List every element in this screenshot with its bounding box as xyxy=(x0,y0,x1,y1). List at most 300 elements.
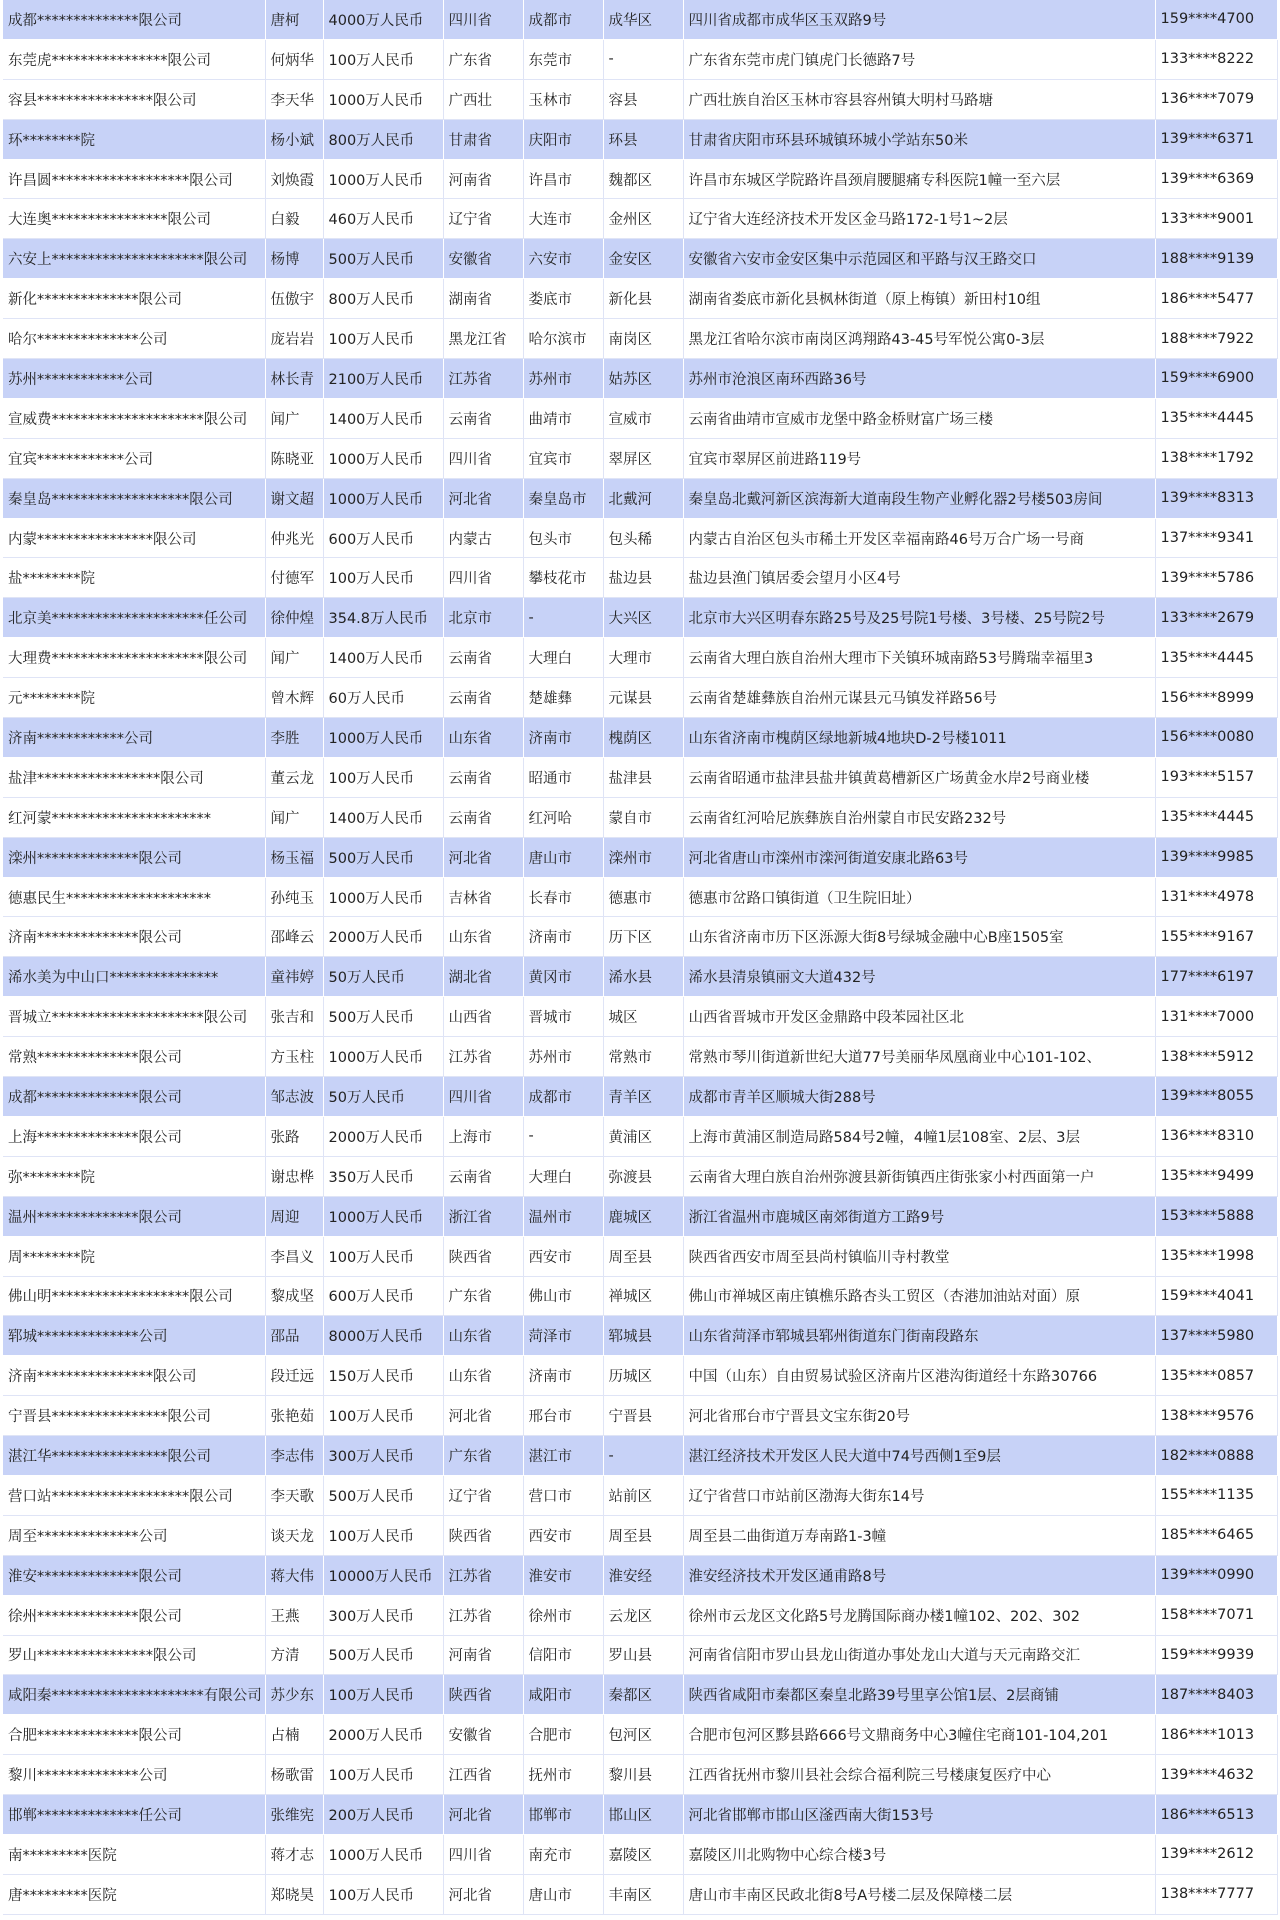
city-cell: 济南市 xyxy=(523,1356,603,1396)
province-cell: 浙江省 xyxy=(443,1196,523,1236)
district-cell: 德惠市 xyxy=(603,877,683,917)
city-cell: 唐山市 xyxy=(523,1874,603,1914)
table-row xyxy=(3,1515,1277,1555)
address-cell: 甘肃省庆阳市环县环城镇环城小学站东50米 xyxy=(683,119,1155,159)
table-row xyxy=(3,1236,1277,1276)
company-name-cell: 常熟**************限公司 xyxy=(3,1037,265,1077)
city-cell: 西安市 xyxy=(523,1236,603,1276)
phone-cell: 139****6369 xyxy=(1155,159,1277,199)
legal-rep-cell: 杨玉福 xyxy=(265,837,323,877)
legal-rep-cell: 苏少东 xyxy=(265,1675,323,1715)
district-cell: - xyxy=(603,1436,683,1476)
phone-cell: 139****6371 xyxy=(1155,119,1277,159)
address-cell: 云南省大理白族自治州弥渡县新街镇西庄街张家小村西面第一户 xyxy=(683,1156,1155,1196)
company-name-cell: 周********院 xyxy=(3,1236,265,1276)
legal-rep-cell: 孙纯玉 xyxy=(265,877,323,917)
address-cell: 河北省唐山市滦州市滦河街道安康北路63号 xyxy=(683,837,1155,877)
table-row xyxy=(3,0,1277,39)
district-cell: 周至县 xyxy=(603,1236,683,1276)
legal-rep-cell: 闻广 xyxy=(265,638,323,678)
city-cell: 徐州市 xyxy=(523,1595,603,1635)
province-cell: 江西省 xyxy=(443,1755,523,1795)
table-row xyxy=(3,598,1277,638)
company-name-cell: 上海**************限公司 xyxy=(3,1116,265,1156)
legal-rep-cell: 付德军 xyxy=(265,558,323,598)
province-cell: 辽宁省 xyxy=(443,199,523,239)
registered-capital-cell: 1000万人民币 xyxy=(323,79,443,119)
address-cell: 盐边县渔门镇居委会望月小区4号 xyxy=(683,558,1155,598)
legal-rep-cell: 陈晓亚 xyxy=(265,438,323,478)
province-cell: 安徽省 xyxy=(443,1715,523,1755)
company-name-cell: 北京美*********************任公司 xyxy=(3,598,265,638)
city-cell: 淮安市 xyxy=(523,1555,603,1595)
address-cell: 山东省济南市历下区泺源大街8号绿城金融中心B座1505室 xyxy=(683,917,1155,957)
table-row xyxy=(3,757,1277,797)
company-name-cell: 环********院 xyxy=(3,119,265,159)
district-cell: 北戴河 xyxy=(603,478,683,518)
legal-rep-cell: 邵峰云 xyxy=(265,917,323,957)
phone-cell: 137****9341 xyxy=(1155,518,1277,558)
registered-capital-cell: 100万人民币 xyxy=(323,319,443,359)
city-cell: 东莞市 xyxy=(523,39,603,79)
address-cell: 佛山市禅城区南庄镇樵乐路杏头工贸区（杏港加油站对面）原 xyxy=(683,1276,1155,1316)
table-row xyxy=(3,1396,1277,1436)
table-row xyxy=(3,319,1277,359)
company-name-cell: 盐津*****************限公司 xyxy=(3,757,265,797)
legal-rep-cell: 刘焕霞 xyxy=(265,159,323,199)
district-cell: 成华区 xyxy=(603,0,683,39)
address-cell: 辽宁省营口市站前区渤海大街东14号 xyxy=(683,1475,1155,1515)
phone-cell: 135****4445 xyxy=(1155,398,1277,438)
phone-cell: 156****8999 xyxy=(1155,678,1277,718)
company-name-cell: 罗山****************限公司 xyxy=(3,1635,265,1675)
province-cell: 陕西省 xyxy=(443,1675,523,1715)
table-row xyxy=(3,1436,1277,1476)
table-row xyxy=(3,877,1277,917)
address-cell: 湖南省娄底市新化县枫林街道（原上梅镇）新田村10组 xyxy=(683,279,1155,319)
phone-cell: 136****7079 xyxy=(1155,79,1277,119)
phone-cell: 159****4700 xyxy=(1155,0,1277,39)
registered-capital-cell: 100万人民币 xyxy=(323,1396,443,1436)
address-cell: 徐州市云龙区文化路5号龙腾国际商办楼1幢102、202、302 xyxy=(683,1595,1155,1635)
district-cell: 盐边县 xyxy=(603,558,683,598)
registered-capital-cell: 1000万人民币 xyxy=(323,478,443,518)
district-cell: 禅城区 xyxy=(603,1276,683,1316)
phone-cell: 131****7000 xyxy=(1155,997,1277,1037)
district-cell: 淮安经 xyxy=(603,1555,683,1595)
legal-rep-cell: 邹志波 xyxy=(265,1077,323,1117)
company-name-cell: 唐*********医院 xyxy=(3,1874,265,1914)
phone-cell: 188****9139 xyxy=(1155,239,1277,279)
province-cell: 江苏省 xyxy=(443,1037,523,1077)
address-cell: 云南省昭通市盐津县盐井镇黄葛槽新区广场黄金水岸2号商业楼 xyxy=(683,757,1155,797)
city-cell: 大理白 xyxy=(523,638,603,678)
registered-capital-cell: 8000万人民币 xyxy=(323,1316,443,1356)
registered-capital-cell: 2000万人民币 xyxy=(323,917,443,957)
legal-rep-cell: 谈天龙 xyxy=(265,1515,323,1555)
district-cell: 黄浦区 xyxy=(603,1116,683,1156)
phone-cell: 159****9939 xyxy=(1155,1635,1277,1675)
legal-rep-cell: 童祎婷 xyxy=(265,957,323,997)
province-cell: 山东省 xyxy=(443,1316,523,1356)
address-cell: 云南省红河哈尼族彝族自治州蒙自市民安路232号 xyxy=(683,797,1155,837)
district-cell: 青羊区 xyxy=(603,1077,683,1117)
registered-capital-cell: 354.8万人民币 xyxy=(323,598,443,638)
phone-cell: 135****0857 xyxy=(1155,1356,1277,1396)
city-cell: 黄冈市 xyxy=(523,957,603,997)
city-cell: 南充市 xyxy=(523,1834,603,1874)
address-cell: 淮安经济技术开发区通甫路8号 xyxy=(683,1555,1155,1595)
table-row xyxy=(3,1635,1277,1675)
company-name-cell: 合肥**************限公司 xyxy=(3,1715,265,1755)
legal-rep-cell: 曾木辉 xyxy=(265,678,323,718)
city-cell: 包头市 xyxy=(523,518,603,558)
phone-cell: 138****1792 xyxy=(1155,438,1277,478)
phone-cell: 153****5888 xyxy=(1155,1196,1277,1236)
registered-capital-cell: 300万人民币 xyxy=(323,1436,443,1476)
legal-rep-cell: 郑晓昊 xyxy=(265,1874,323,1914)
province-cell: 上海市 xyxy=(443,1116,523,1156)
district-cell: 周至县 xyxy=(603,1515,683,1555)
district-cell: 黎川县 xyxy=(603,1755,683,1795)
company-name-cell: 南*********医院 xyxy=(3,1834,265,1874)
registered-capital-cell: 100万人民币 xyxy=(323,757,443,797)
legal-rep-cell: 徐仲煌 xyxy=(265,598,323,638)
province-cell: 四川省 xyxy=(443,438,523,478)
district-cell: 容县 xyxy=(603,79,683,119)
province-cell: 广东省 xyxy=(443,1276,523,1316)
legal-rep-cell: 闻广 xyxy=(265,398,323,438)
legal-rep-cell: 仲兆光 xyxy=(265,518,323,558)
province-cell: 河北省 xyxy=(443,478,523,518)
legal-rep-cell: 李天华 xyxy=(265,79,323,119)
district-cell: 弥渡县 xyxy=(603,1156,683,1196)
phone-cell: 155****1135 xyxy=(1155,1475,1277,1515)
address-cell: 云南省楚雄彝族自治州元谋县元马镇发祥路56号 xyxy=(683,678,1155,718)
table-row xyxy=(3,1755,1277,1795)
legal-rep-cell: 邵品 xyxy=(265,1316,323,1356)
registered-capital-cell: 1000万人民币 xyxy=(323,159,443,199)
legal-rep-cell: 闻广 xyxy=(265,797,323,837)
address-cell: 山东省济南市槐荫区绿地新城4地块D-2号楼1011 xyxy=(683,718,1155,758)
company-name-cell: 许昌圆*******************限公司 xyxy=(3,159,265,199)
province-cell: 黑龙江省 xyxy=(443,319,523,359)
table-row xyxy=(3,917,1277,957)
city-cell: 大理白 xyxy=(523,1156,603,1196)
registered-capital-cell: 50万人民币 xyxy=(323,957,443,997)
table-row xyxy=(3,438,1277,478)
legal-rep-cell: 谢文超 xyxy=(265,478,323,518)
city-cell: 营口市 xyxy=(523,1475,603,1515)
province-cell: 北京市 xyxy=(443,598,523,638)
company-name-cell: 济南************公司 xyxy=(3,718,265,758)
phone-cell: 133****8222 xyxy=(1155,39,1277,79)
province-cell: 广西壮 xyxy=(443,79,523,119)
phone-cell: 135****4445 xyxy=(1155,638,1277,678)
table-row xyxy=(3,39,1277,79)
table-row xyxy=(3,1595,1277,1635)
address-cell: 山西省晋城市开发区金鼎路中段苯园社区北 xyxy=(683,997,1155,1037)
address-cell: 湛江经济技术开发区人民大道中74号西侧1至9层 xyxy=(683,1436,1155,1476)
district-cell: 丰南区 xyxy=(603,1874,683,1914)
table-row xyxy=(3,678,1277,718)
district-cell: 姑苏区 xyxy=(603,359,683,399)
company-name-cell: 内蒙****************限公司 xyxy=(3,518,265,558)
province-cell: 山东省 xyxy=(443,1356,523,1396)
company-name-cell: 元********院 xyxy=(3,678,265,718)
company-name-cell: 宜宾************公司 xyxy=(3,438,265,478)
address-cell: 北京市大兴区明春东路25号及25号院1号楼、3号楼、25号院2号 xyxy=(683,598,1155,638)
registered-capital-cell: 2100万人民币 xyxy=(323,359,443,399)
registered-capital-cell: 100万人民币 xyxy=(323,1236,443,1276)
province-cell: 河北省 xyxy=(443,1795,523,1835)
phone-cell: 177****6197 xyxy=(1155,957,1277,997)
company-name-cell: 咸阳秦*********************有限公司 xyxy=(3,1675,265,1715)
province-cell: 陕西省 xyxy=(443,1515,523,1555)
phone-cell: 156****0080 xyxy=(1155,718,1277,758)
table-row xyxy=(3,1077,1277,1117)
city-cell: 信阳市 xyxy=(523,1635,603,1675)
city-cell: 娄底市 xyxy=(523,279,603,319)
city-cell: 庆阳市 xyxy=(523,119,603,159)
province-cell: 江苏省 xyxy=(443,359,523,399)
city-cell: 成都市 xyxy=(523,1077,603,1117)
company-name-cell: 东莞虎****************限公司 xyxy=(3,39,265,79)
province-cell: 湖北省 xyxy=(443,957,523,997)
company-name-cell: 湛江华****************限公司 xyxy=(3,1436,265,1476)
legal-rep-cell: 谢忠桦 xyxy=(265,1156,323,1196)
address-cell: 宜宾市翠屏区前进路119号 xyxy=(683,438,1155,478)
legal-rep-cell: 伍傲宇 xyxy=(265,279,323,319)
table-row xyxy=(3,957,1277,997)
phone-cell: 159****4041 xyxy=(1155,1276,1277,1316)
phone-cell: 139****0990 xyxy=(1155,1555,1277,1595)
city-cell: 抚州市 xyxy=(523,1755,603,1795)
legal-rep-cell: 庞岩岩 xyxy=(265,319,323,359)
registered-capital-cell: 1400万人民币 xyxy=(323,398,443,438)
province-cell: 四川省 xyxy=(443,558,523,598)
address-cell: 内蒙古自治区包头市稀土开发区幸福南路46号万合广场一号商 xyxy=(683,518,1155,558)
legal-rep-cell: 唐柯 xyxy=(265,0,323,39)
legal-rep-cell: 方清 xyxy=(265,1635,323,1675)
registered-capital-cell: 100万人民币 xyxy=(323,558,443,598)
city-cell: 西安市 xyxy=(523,1515,603,1555)
province-cell: 山西省 xyxy=(443,997,523,1037)
city-cell: 许昌市 xyxy=(523,159,603,199)
city-cell: 佛山市 xyxy=(523,1276,603,1316)
table-row xyxy=(3,359,1277,399)
registered-capital-cell: 500万人民币 xyxy=(323,1475,443,1515)
table-body xyxy=(3,0,1277,1914)
address-cell: 周至县二曲街道万寿南路1-3幢 xyxy=(683,1515,1155,1555)
company-name-cell: 营口站*******************限公司 xyxy=(3,1475,265,1515)
company-name-cell: 徐州**************限公司 xyxy=(3,1595,265,1635)
city-cell: 宜宾市 xyxy=(523,438,603,478)
registered-capital-cell: 600万人民币 xyxy=(323,518,443,558)
registered-capital-cell: 100万人民币 xyxy=(323,1874,443,1914)
district-cell: 鹿城区 xyxy=(603,1196,683,1236)
registered-capital-cell: 460万人民币 xyxy=(323,199,443,239)
legal-rep-cell: 董云龙 xyxy=(265,757,323,797)
table-row xyxy=(3,1555,1277,1595)
address-cell: 云南省大理白族自治州大理市下关镇环城南路53号腾瑞幸福里3 xyxy=(683,638,1155,678)
phone-cell: 139****9985 xyxy=(1155,837,1277,877)
city-cell: 攀枝花市 xyxy=(523,558,603,598)
legal-rep-cell: 周迎 xyxy=(265,1196,323,1236)
company-name-cell: 成都**************限公司 xyxy=(3,0,265,39)
province-cell: 河北省 xyxy=(443,1396,523,1436)
district-cell: 蒙自市 xyxy=(603,797,683,837)
registered-capital-cell: 100万人民币 xyxy=(323,1755,443,1795)
province-cell: 山东省 xyxy=(443,718,523,758)
district-cell: 包河区 xyxy=(603,1715,683,1755)
phone-cell: 186****5477 xyxy=(1155,279,1277,319)
table-row xyxy=(3,797,1277,837)
legal-rep-cell: 林长青 xyxy=(265,359,323,399)
legal-rep-cell: 黎成坚 xyxy=(265,1276,323,1316)
province-cell: 四川省 xyxy=(443,0,523,39)
district-cell: 嘉陵区 xyxy=(603,1834,683,1874)
legal-rep-cell: 李天歌 xyxy=(265,1475,323,1515)
city-cell: 唐山市 xyxy=(523,837,603,877)
company-table xyxy=(3,0,1278,1915)
registered-capital-cell: 1000万人民币 xyxy=(323,1196,443,1236)
table-row xyxy=(3,1874,1277,1914)
phone-cell: 185****6465 xyxy=(1155,1515,1277,1555)
district-cell: 金安区 xyxy=(603,239,683,279)
registered-capital-cell: 1400万人民币 xyxy=(323,797,443,837)
province-cell: 广东省 xyxy=(443,39,523,79)
address-cell: 陕西省咸阳市秦都区秦皇北路39号里享公馆1层、2层商铺 xyxy=(683,1675,1155,1715)
district-cell: 槐荫区 xyxy=(603,718,683,758)
company-name-cell: 宁晋县****************限公司 xyxy=(3,1396,265,1436)
registered-capital-cell: 2000万人民币 xyxy=(323,1116,443,1156)
district-cell: 历城区 xyxy=(603,1356,683,1396)
district-cell: 魏都区 xyxy=(603,159,683,199)
city-cell: 大连市 xyxy=(523,199,603,239)
district-cell: 包头稀 xyxy=(603,518,683,558)
city-cell: 苏州市 xyxy=(523,1037,603,1077)
address-cell: 安徽省六安市金安区集中示范园区和平路与汉王路交口 xyxy=(683,239,1155,279)
city-cell: 晋城市 xyxy=(523,997,603,1037)
province-cell: 安徽省 xyxy=(443,239,523,279)
province-cell: 湖南省 xyxy=(443,279,523,319)
company-name-cell: 邯郸**************任公司 xyxy=(3,1795,265,1835)
table-row xyxy=(3,1276,1277,1316)
district-cell: 元谋县 xyxy=(603,678,683,718)
company-name-cell: 济南**************限公司 xyxy=(3,917,265,957)
district-cell: 宁晋县 xyxy=(603,1396,683,1436)
table-row xyxy=(3,159,1277,199)
city-cell: 菏泽市 xyxy=(523,1316,603,1356)
legal-rep-cell: 杨博 xyxy=(265,239,323,279)
table-row xyxy=(3,638,1277,678)
registered-capital-cell: 300万人民币 xyxy=(323,1595,443,1635)
registered-capital-cell: 1000万人民币 xyxy=(323,718,443,758)
phone-cell: 158****7071 xyxy=(1155,1595,1277,1635)
address-cell: 嘉陵区川北购物中心综合楼3号 xyxy=(683,1834,1155,1874)
city-cell: 长春市 xyxy=(523,877,603,917)
province-cell: 云南省 xyxy=(443,638,523,678)
company-name-cell: 容县****************限公司 xyxy=(3,79,265,119)
district-cell: 金州区 xyxy=(603,199,683,239)
district-cell: 秦都区 xyxy=(603,1675,683,1715)
province-cell: 内蒙古 xyxy=(443,518,523,558)
province-cell: 云南省 xyxy=(443,1156,523,1196)
table-row xyxy=(3,1675,1277,1715)
legal-rep-cell: 蒋大伟 xyxy=(265,1555,323,1595)
address-cell: 广西壮族自治区玉林市容县容州镇大明村马路塘 xyxy=(683,79,1155,119)
phone-cell: 139****8313 xyxy=(1155,478,1277,518)
district-cell: 历下区 xyxy=(603,917,683,957)
table-row xyxy=(3,398,1277,438)
province-cell: 吉林省 xyxy=(443,877,523,917)
registered-capital-cell: 1000万人民币 xyxy=(323,1834,443,1874)
district-cell: 翠屏区 xyxy=(603,438,683,478)
city-cell: 合肥市 xyxy=(523,1715,603,1755)
address-cell: 唐山市丰南区民政北街8号A号楼二层及保障楼二层 xyxy=(683,1874,1155,1914)
table-row xyxy=(3,239,1277,279)
company-name-cell: 六安上*********************限公司 xyxy=(3,239,265,279)
district-cell: 云龙区 xyxy=(603,1595,683,1635)
table-row xyxy=(3,558,1277,598)
table-row xyxy=(3,837,1277,877)
registered-capital-cell: 100万人民币 xyxy=(323,39,443,79)
address-cell: 江西省抚州市黎川县社会综合福利院三号楼康复医疗中心 xyxy=(683,1755,1155,1795)
table-row xyxy=(3,478,1277,518)
phone-cell: 187****8403 xyxy=(1155,1675,1277,1715)
legal-rep-cell: 王燕 xyxy=(265,1595,323,1635)
legal-rep-cell: 张维宪 xyxy=(265,1795,323,1835)
province-cell: 云南省 xyxy=(443,797,523,837)
address-cell: 德惠市岔路口镇街道（卫生院旧址） xyxy=(683,877,1155,917)
province-cell: 山东省 xyxy=(443,917,523,957)
phone-cell: 131****4978 xyxy=(1155,877,1277,917)
province-cell: 云南省 xyxy=(443,398,523,438)
address-cell: 常熟市琴川街道新世纪大道77号美丽华凤凰商业中心101-102、 xyxy=(683,1037,1155,1077)
legal-rep-cell: 张路 xyxy=(265,1116,323,1156)
address-cell: 浙江省温州市鹿城区南郊街道方工路9号 xyxy=(683,1196,1155,1236)
district-cell: 常熟市 xyxy=(603,1037,683,1077)
company-name-cell: 德惠民生******************** xyxy=(3,877,265,917)
address-cell: 广东省东莞市虎门镇虎门长德路7号 xyxy=(683,39,1155,79)
registered-capital-cell: 100万人民币 xyxy=(323,1515,443,1555)
phone-cell: 137****5980 xyxy=(1155,1316,1277,1356)
legal-rep-cell: 何炳华 xyxy=(265,39,323,79)
district-cell: 南岗区 xyxy=(603,319,683,359)
registered-capital-cell: 500万人民币 xyxy=(323,1635,443,1675)
province-cell: 河南省 xyxy=(443,159,523,199)
phone-cell: 135****4445 xyxy=(1155,797,1277,837)
registered-capital-cell: 60万人民币 xyxy=(323,678,443,718)
registered-capital-cell: 1000万人民币 xyxy=(323,438,443,478)
phone-cell: 138****9576 xyxy=(1155,1396,1277,1436)
province-cell: 河北省 xyxy=(443,1874,523,1914)
registered-capital-cell: 10000万人民币 xyxy=(323,1555,443,1595)
legal-rep-cell: 杨歌雷 xyxy=(265,1755,323,1795)
company-name-cell: 周至**************公司 xyxy=(3,1515,265,1555)
address-cell: 四川省成都市成华区玉双路9号 xyxy=(683,0,1155,39)
registered-capital-cell: 600万人民币 xyxy=(323,1276,443,1316)
address-cell: 辽宁省大连经济技术开发区金马路172-1号1~2层 xyxy=(683,199,1155,239)
company-name-cell: 温州**************限公司 xyxy=(3,1196,265,1236)
phone-cell: 138****5912 xyxy=(1155,1037,1277,1077)
district-cell: 邯山区 xyxy=(603,1795,683,1835)
province-cell: 云南省 xyxy=(443,678,523,718)
phone-cell: 139****8055 xyxy=(1155,1077,1277,1117)
table-row xyxy=(3,1316,1277,1356)
company-name-cell: 大连奥****************限公司 xyxy=(3,199,265,239)
